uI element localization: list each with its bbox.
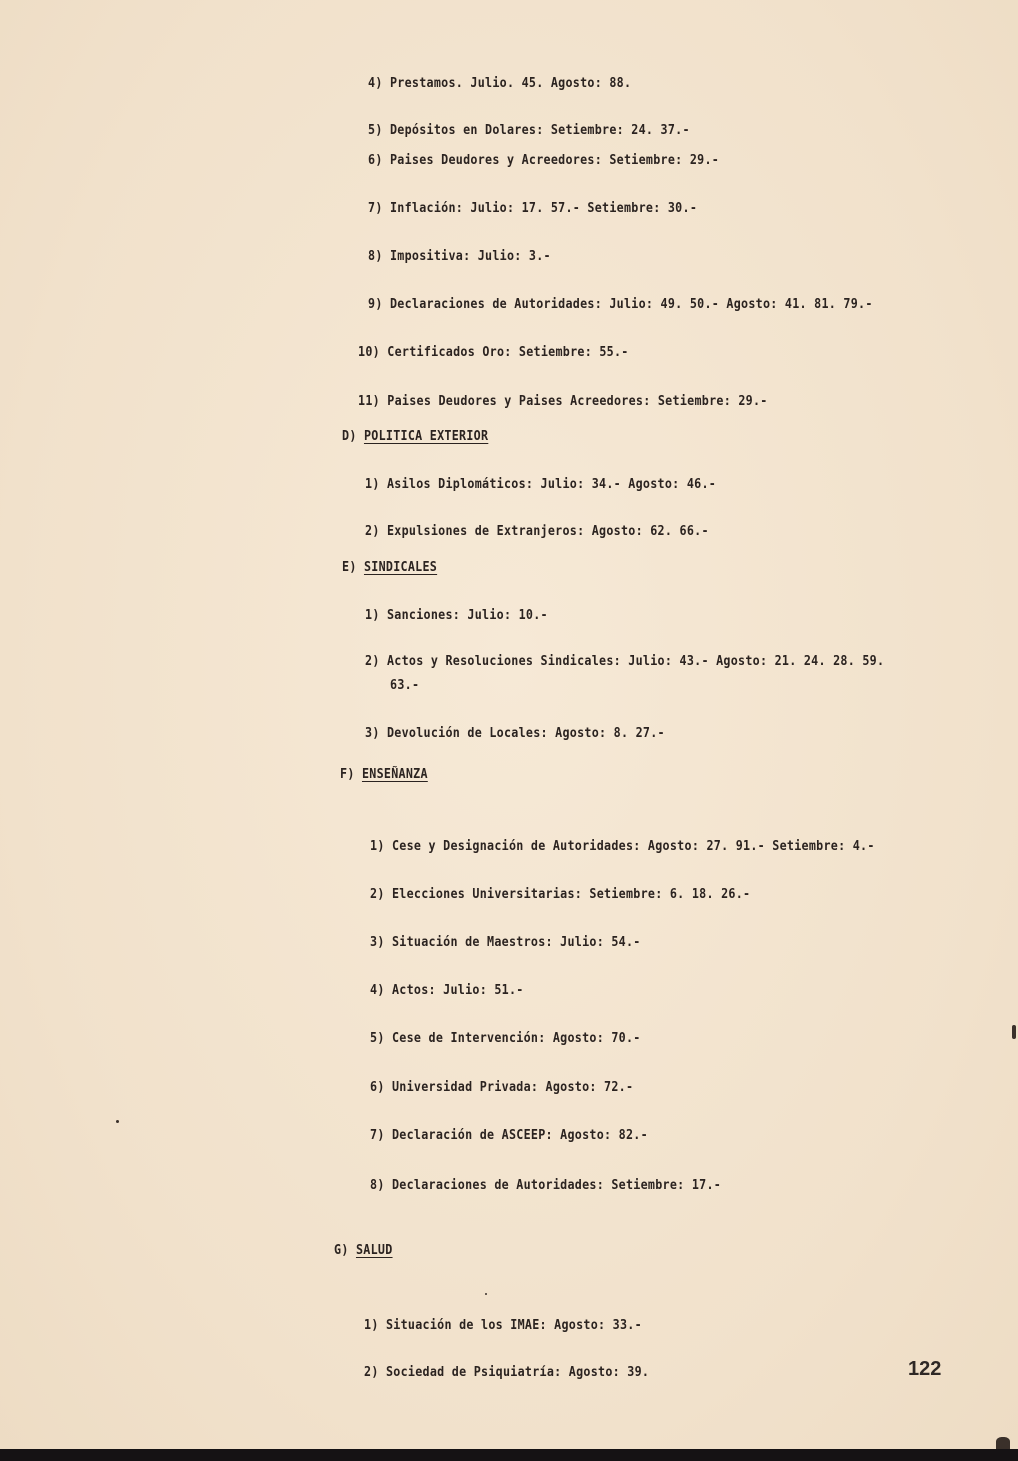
- entry-line: 9) Declaraciones de Autoridades: Julio: 49. 50.- Agosto: 41. 81. 79.-: [368, 297, 873, 312]
- section-heading: [342, 429, 488, 444]
- section-letter: G): [334, 1243, 349, 1258]
- section-title: SALUD: [355, 1243, 393, 1258]
- entry-line: 6) Paises Deudores y Acreedores: Setiembre: 29.-: [368, 153, 720, 168]
- section-heading: [340, 767, 428, 782]
- entry-line: 4) Actos: Julio: 51.-: [370, 983, 524, 998]
- entry-line: 8) Impositiva: Julio: 3.-: [368, 249, 551, 264]
- entry-line: 2) Actos y Resoluciones Sindicales: Julio: 43.- Agosto: 21. 24. 28. 59.: [365, 654, 885, 669]
- scan-speck: [485, 1293, 487, 1295]
- entry-line: 10) Certificados Oro: Setiembre: 55.-: [358, 345, 629, 360]
- entry-line: 2) Expulsiones de Extranjeros: Agosto: 62. 66.-: [365, 524, 709, 539]
- scan-speck: [1012, 1025, 1016, 1039]
- entry-line: 3) Devolución de Locales: Agosto: 8. 27.-: [365, 726, 665, 741]
- section-title: POLITICA EXTERIOR: [363, 429, 489, 444]
- entry-line: 7) Declaración de ASCEEP: Agosto: 82.-: [370, 1128, 648, 1143]
- entry-line-continuation: 63.-: [390, 678, 420, 693]
- entry-line: 11) Paises Deudores y Paises Acreedores: Setiembre: 29.-: [358, 394, 768, 409]
- entry-line: 1) Cese y Designación de Autoridades: Agosto: 27. 91.- Setiembre: 4.-: [370, 839, 875, 854]
- page-number: 122: [908, 1358, 942, 1380]
- section-title: ENSEÑANZA: [361, 767, 428, 782]
- entry-line: 8) Declaraciones de Autoridades: Setiembre: 17.-: [370, 1178, 722, 1193]
- entry-line: 7) Inflación: Julio: 17. 57.- Setiembre: 30.-: [368, 201, 698, 216]
- scan-bottom-edge: [0, 1449, 1018, 1461]
- entry-line: 3) Situación de Maestros: Julio: 54.-: [370, 935, 641, 950]
- section-letter: F): [340, 767, 355, 782]
- entry-line: 5) Depósitos en Dolares: Setiembre: 24. 37.-: [368, 123, 690, 138]
- entry-line: 1) Asilos Diplomáticos: Julio: 34.- Agosto: 46.-: [365, 477, 717, 492]
- section-heading: [342, 560, 437, 575]
- section-title: SINDICALES: [363, 560, 438, 575]
- entry-line: 5) Cese de Intervención: Agosto: 70.-: [370, 1031, 641, 1046]
- entry-line: 2) Sociedad de Psiquiatría: Agosto: 39.: [364, 1365, 650, 1380]
- section-letter: E): [342, 560, 357, 575]
- section-letter: D): [342, 429, 357, 444]
- scan-speck: [996, 1437, 1010, 1449]
- entry-line: 1) Situación de los IMAE: Agosto: 33.-: [364, 1318, 642, 1333]
- section-heading: [334, 1243, 393, 1258]
- entry-line: 6) Universidad Privada: Agosto: 72.-: [370, 1080, 634, 1095]
- entry-line: 4) Prestamos. Julio. 45. Agosto: 88.: [368, 76, 632, 91]
- entry-line: 2) Elecciones Universitarias: Setiembre: 6. 18. 26.-: [370, 887, 751, 902]
- scan-speck: [116, 1120, 119, 1123]
- entry-line: 1) Sanciones: Julio: 10.-: [365, 608, 548, 623]
